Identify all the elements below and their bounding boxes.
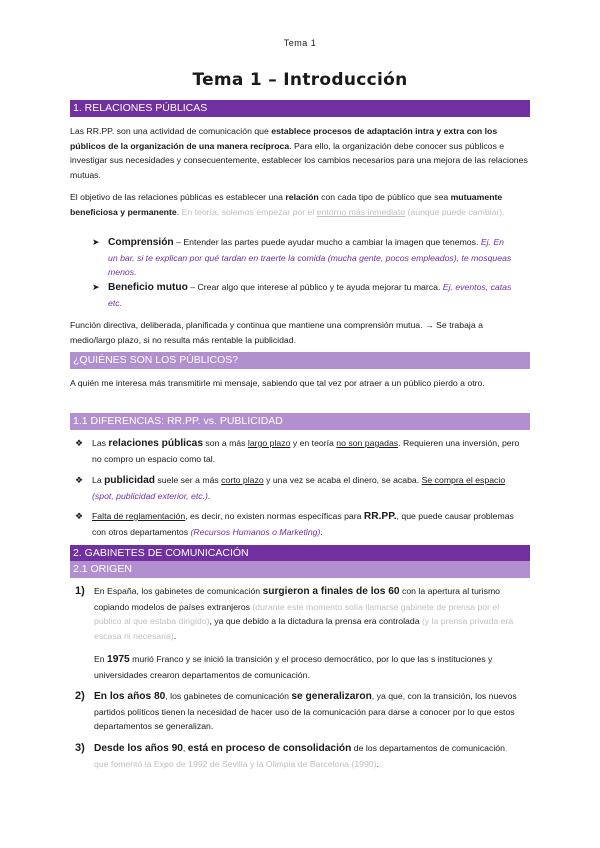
text-run: – Crear algo que interese al público y te ayuda mejorar tu marca. xyxy=(187,282,443,292)
text-run: . xyxy=(320,526,323,537)
list-item-anos-90 xyxy=(94,741,522,771)
text-run: y una vez se acaba el dinero, se acaba. xyxy=(263,475,422,485)
text-run: publicidad xyxy=(104,475,156,486)
text-run: con cada tipo de público que sea xyxy=(318,192,451,202)
text-run: (aunque puede cambiar). xyxy=(405,206,505,217)
list-item-publicidad xyxy=(92,473,520,503)
text-run: El objetivo de las relaciones públicas es establecer una xyxy=(70,192,286,202)
text-run: , ya que, con la transición, los nuevos partidos políticos tienen la necesidad de hacer uso de la comunicación para darse a conocer por lo que estos departamentos se generalizan. xyxy=(94,691,517,732)
text-run: En xyxy=(94,654,108,664)
paragraph-publicos xyxy=(70,376,530,391)
text-run: RR.PP. xyxy=(363,511,397,522)
text-run: entorno más inmediato xyxy=(316,206,406,217)
text-run: surgieron a finales de los 60 xyxy=(262,586,400,597)
list-item-origen-60 xyxy=(94,584,522,643)
text-run: , que puede causar problemas con otros departamentos xyxy=(92,511,514,537)
text-run: – Entender las partes puede ayudar mucho a cambiar la imagen que tenemos. xyxy=(173,237,481,247)
list-item-rrpp xyxy=(92,436,520,466)
text-run: . xyxy=(207,490,211,501)
document-title: Tema 1 – Introducción xyxy=(192,70,408,90)
section-heading-diferencias: 1.1 DIFERENCIAS: RR.PP. vs. PUBLICIDAD xyxy=(70,413,530,430)
text-run: Desde los años 90 xyxy=(94,743,183,754)
text-run: En teoría, solemos empezar por el xyxy=(181,206,317,217)
text-run: Se compra el espacio xyxy=(421,475,506,485)
text-run: con la apertura al turismo copiando modelos de países extranjeros xyxy=(94,586,501,612)
section-heading-relaciones-publicas: 1. RELACIONES PÚBLICAS xyxy=(70,100,530,117)
paragraph-objective xyxy=(70,190,530,219)
arrow-bullet-icon: ➤ xyxy=(92,282,100,292)
text-run: , que fomentó la Expo de 1992 de Sevilla y la Olimpia de Barcelona (1990) xyxy=(94,743,508,769)
text-run: (durante este momento solía llamarse gabinete de prensa por el público al que estaba dirigido) xyxy=(94,601,500,627)
text-run: . xyxy=(173,630,177,641)
text-run: son a más xyxy=(202,438,248,448)
text-run: no son pagadas xyxy=(336,438,399,448)
text-run: Comprensión xyxy=(108,237,174,248)
text-run: A quién me interesa más transmitirle mi mensaje, sabiendo que tal vez por atraer a un público pierdo a otro. xyxy=(70,378,485,388)
text-run: 1975 xyxy=(107,654,130,665)
list-item-comprension xyxy=(108,235,513,280)
text-run: En los años 80 xyxy=(94,691,166,702)
text-run: En España, los gabinetes de comunicación xyxy=(94,586,263,596)
text-run: murió Franco y se inició la transición y el proceso democrático, por lo que las s instituciones y universidades crearon departamentos de comunicación. xyxy=(94,654,493,680)
text-run: La xyxy=(92,475,105,485)
text-run: , ya que debido a la dictadura la prensa era controlada xyxy=(209,616,422,627)
text-run: se generalizaron xyxy=(291,691,372,702)
text-run: Ej. eventos, catas etc. xyxy=(108,282,512,308)
list-item-anos-80 xyxy=(94,689,522,734)
text-run: corto plazo xyxy=(221,475,264,485)
text-run: está en proceso de consolidación xyxy=(187,743,352,754)
text-run: Ej. En un bar, si te explican por qué tardan en traerte la comida (mucha gente, pocos empleados), te mosqueas menos. xyxy=(108,237,512,278)
list-item-beneficio-mutuo xyxy=(108,280,513,310)
text-run: establece procesos de adaptación intra y extra con los públicos de la organización de una manera recíproca xyxy=(70,126,498,151)
text-run: , los gabinetes de comunicación xyxy=(165,691,292,701)
text-run: relaciones públicas xyxy=(108,438,203,449)
text-run: Falta de reglamentación xyxy=(92,511,186,521)
running-header: Tema 1 xyxy=(283,38,317,48)
diamond-bullet-icon: ❖ xyxy=(75,475,84,485)
text-run: Las RR.PP. son una actividad de comunicación que xyxy=(70,126,272,136)
text-run: Las xyxy=(92,438,109,448)
section-heading-origen: 2.1 ORIGEN xyxy=(70,561,530,578)
text-run: Beneficio mutuo xyxy=(108,282,188,293)
list-item-origen-1975 xyxy=(94,652,522,682)
list-number: 2) xyxy=(75,690,85,702)
section-heading-gabinetes: 2. GABINETES DE COMUNICACIÓN xyxy=(70,545,530,562)
paragraph-definition xyxy=(70,124,530,182)
text-run: suele ser a más xyxy=(155,475,222,485)
text-run: , xyxy=(182,743,188,753)
text-run: (Recursos Humanos o Marketing) xyxy=(190,526,321,537)
diamond-bullet-icon: ❖ xyxy=(75,438,84,448)
text-run: (spot, publicidad exterior, etc.) xyxy=(92,490,208,501)
arrow-bullet-icon: ➤ xyxy=(92,237,100,247)
text-run: y en teoría xyxy=(290,438,337,448)
text-run: . Para ello, la organización debe conocer sus públicos e investigar sus necesidades y consecuentemente, establecer los cambios necesarios para una mejora de las relaciones mutuas. xyxy=(70,140,528,180)
list-number: 3) xyxy=(75,742,85,754)
list-number: 1) xyxy=(75,585,85,597)
text-run: . xyxy=(376,758,379,769)
section-heading-publicos: ¿QUIÉNES SON LOS PÚBLICOS? xyxy=(70,352,530,369)
text-run: Función directiva, deliberada, planificada y continua que mantiene una comprensión mutua. → Se trabaja a medio/largo plazo, si no resulta más rentable la publicidad. xyxy=(70,320,483,345)
text-run: (y la prensa privada era escasa ni necesaria) xyxy=(94,616,514,641)
text-run: . xyxy=(176,206,182,217)
paragraph-function xyxy=(70,318,530,347)
diamond-bullet-icon: ❖ xyxy=(75,511,84,521)
text-run: relación xyxy=(285,192,319,202)
text-run: . Requieren una inversión, pero no compro un espacio como tal. xyxy=(92,438,520,464)
text-run: largo plazo xyxy=(247,438,291,448)
text-run: de los departamentos de comunicación xyxy=(351,743,505,753)
text-run: , es decir, no existen normas específicas para xyxy=(185,511,364,521)
text-run: mutuamente beneficiosa y permanente xyxy=(70,192,503,217)
list-item-reglamentacion xyxy=(92,509,520,539)
